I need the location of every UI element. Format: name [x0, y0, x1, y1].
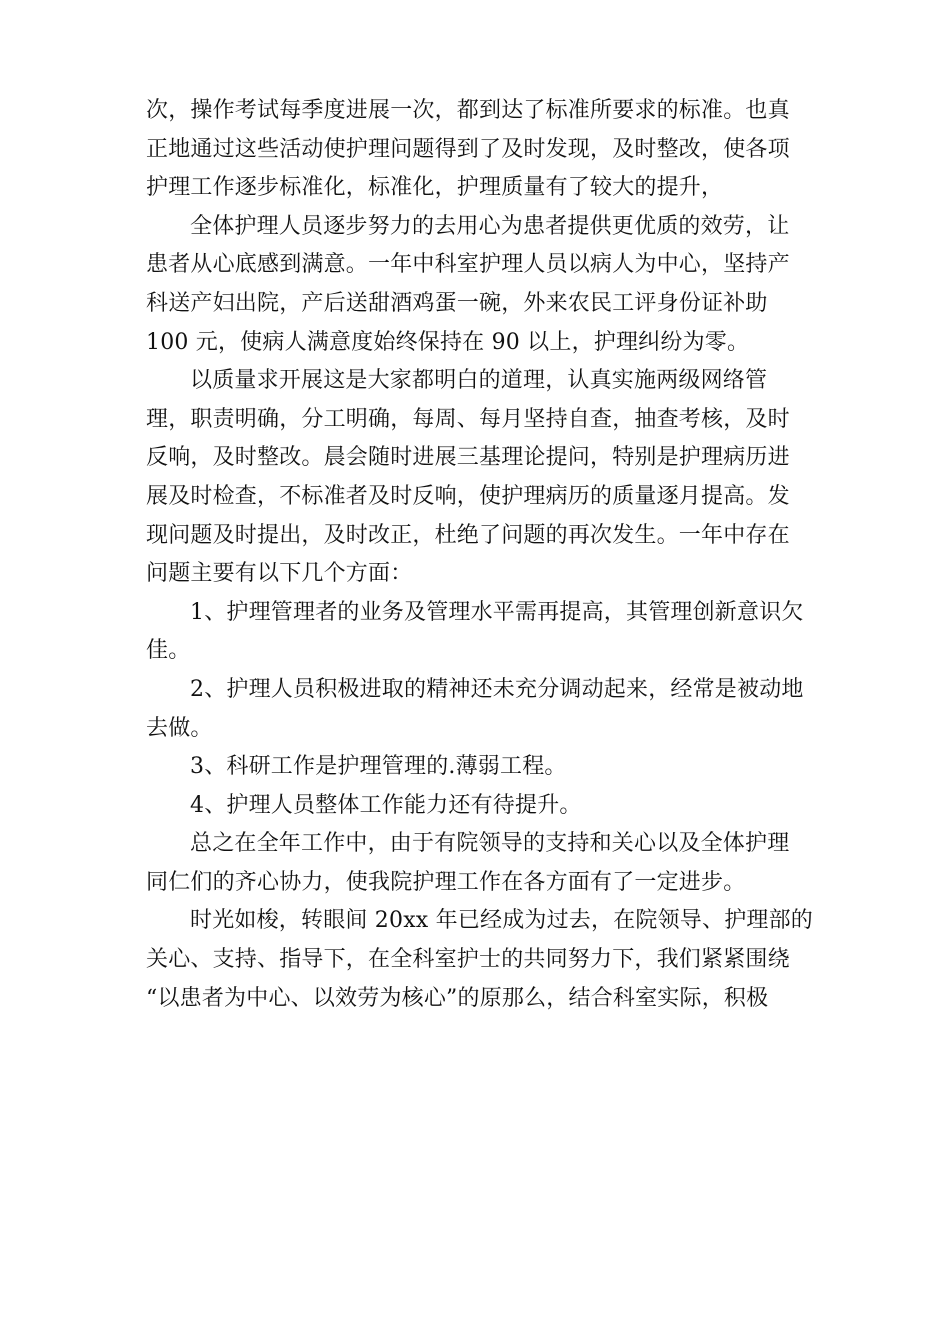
text-line: 以质量求开展这是大家都明白的道理，认真实施两级网络管 — [190, 368, 768, 394]
text-line: 佳。 — [146, 638, 191, 664]
text-line: 次，操作考试每季度进展一次，都到达了标准所要求的标准。也真 — [146, 98, 790, 123]
text-line: 问题主要有以下几个方面： — [146, 561, 413, 587]
text-line: 正地通过这些活动使护理问题得到了及时发现，及时整改，使各项 — [146, 136, 790, 162]
text-line: 2、护理人员积极进取的精神还未充分调动起来，经常是被动地 — [190, 676, 804, 702]
text-line: 去做。 — [146, 715, 213, 741]
text-line: 反响，及时整改。晨会随时进展三基理论提问，特别是护理病历进 — [146, 445, 790, 471]
text-line: 科送产妇出院，产后送甜酒鸡蛋一碗，外来农民工评身份证补助 — [146, 290, 768, 316]
text-line: 全体护理人员逐步努力的去用心为患者提供更优质的效劳，让 — [190, 213, 790, 239]
text-line: 同仁们的齐心协力，使我院护理工作在各方面有了一定进步。 — [146, 869, 746, 895]
document-body — [146, 92, 813, 1018]
text-line: 现问题及时提出，及时改正，杜绝了问题的再次发生。一年中存在 — [146, 522, 790, 548]
text-line: 1、护理管理者的业务及管理水平需再提高，其管理创新意识欠 — [190, 599, 804, 625]
text-line: 患者从心底感到满意。一年中科室护理人员以病人为中心，坚持产 — [146, 252, 790, 278]
text-line: 100 元，使病人满意度始终保持在 90 以上，护理纠纷为零。 — [146, 329, 750, 355]
text-line: 总之在全年工作中，由于有院领导的支持和关心以及全体护理 — [190, 831, 790, 857]
text-line: 护理工作逐步标准化，标准化，护理质量有了较大的提升， — [146, 175, 724, 201]
text-line: 理，职责明确，分工明确，每周、每月坚持自查，抽查考核，及时 — [146, 406, 790, 432]
text-line: “以患者为中心、以效劳为核心”的原那么，结合科室实际，积极 — [146, 985, 769, 1011]
text-line: 展及时检查，不标准者及时反响，使护理病历的质量逐月提高。发 — [146, 483, 790, 509]
text-line: 4、护理人员整体工作能力还有待提升。 — [190, 792, 582, 818]
text-line: 关心、支持、指导下，在全科室护士的共同努力下，我们紧紧围绕 — [146, 947, 790, 973]
text-line: 时光如梭，转眼间 20xx 年已经成为过去，在院领导、护理部的 — [190, 908, 813, 934]
text-line: 3、科研工作是护理管理的.薄弱工程。 — [190, 754, 567, 780]
